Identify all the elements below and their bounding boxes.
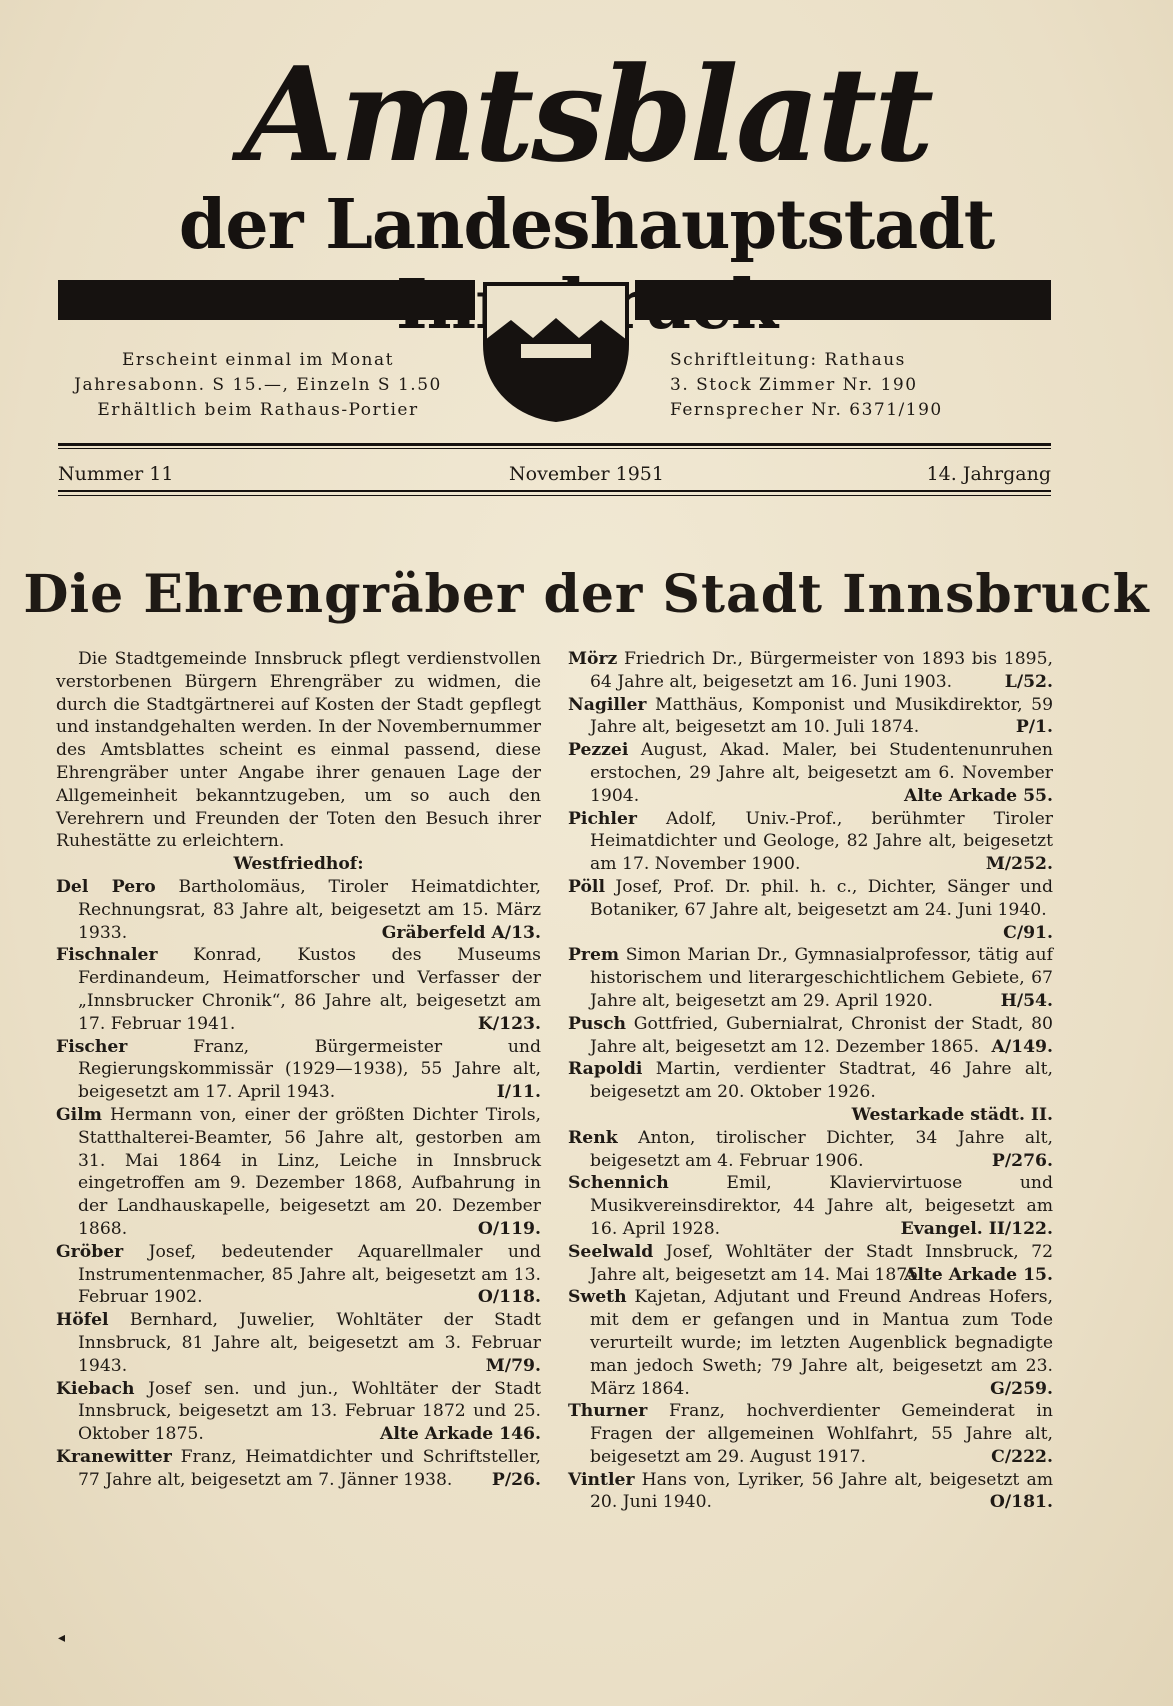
page-mark: ◂: [58, 1630, 66, 1646]
info-price: Jahresabonn. S 15.—, Einzeln S 1.50: [74, 375, 442, 395]
grave-entry: [56, 1036, 541, 1104]
entry-name: Del Pero: [56, 876, 156, 897]
grave-entry: [56, 1104, 541, 1241]
entry-location: P/276.: [991, 1150, 1053, 1171]
entry-name: Fischer: [56, 1036, 128, 1057]
entry-text: Josef, Prof. Dr. phil. h. c., Dichter, Sänger und Botaniker, 67 Jahre alt, beigesetzt am 24. Juni 1940.: [590, 876, 1054, 920]
entry-text: Franz, Bürgermeister und Regierungskommissär (1929—1938), 55 Jahre alt, beigesetzt am 17. April 1943.: [78, 1036, 541, 1103]
entry-name: Sweth: [568, 1287, 627, 1308]
entry-location: G/259.: [990, 1378, 1053, 1399]
grave-entry: [56, 1378, 541, 1446]
entry-text: Gottfried, Gubernialrat, Chronist der Stadt, 80 Jahre alt, beigesetzt am 12. Dezember 1865.: [590, 1013, 1053, 1057]
entry-location: M/252.: [985, 854, 1053, 875]
entry-name: Mörz: [568, 649, 618, 669]
column-right: [568, 648, 1053, 1514]
entry-name: Höfel: [56, 1310, 109, 1331]
grave-entry: [568, 1127, 1053, 1173]
info-editorial: Schriftleitung: Rathaus: [670, 350, 906, 370]
entry-name: Pusch: [568, 1013, 627, 1034]
entry-location: O/119.: [477, 1218, 541, 1239]
entry-location: O/118.: [477, 1287, 541, 1308]
entry-location: H/54.: [1000, 990, 1053, 1011]
entry-text: Anton, tirolischer Dichter, 34 Jahre alt, beigesetzt am 4. Februar 1906.: [590, 1127, 1053, 1171]
grave-entry: [568, 944, 1053, 1012]
issue-date: November 1951: [509, 463, 664, 485]
entry-location: K/123.: [477, 1013, 541, 1034]
entry-text: Matthäus, Komponist und Musikdirektor, 59 Jahre alt, beigesetzt am 10. Juli 1874.: [590, 694, 1053, 738]
grave-entry: [568, 1286, 1053, 1400]
entry-location: C/91.: [1003, 922, 1053, 943]
grave-entry: [568, 1172, 1053, 1240]
issue-volume: 14. Jahrgang: [926, 463, 1051, 485]
innsbruck-coat-of-arms-icon: [481, 282, 631, 422]
grave-entry: [56, 944, 541, 1035]
entry-location: Alte Arkade 15.: [904, 1264, 1053, 1285]
entry-text: Kajetan, Adjutant und Freund Andreas Hofers, mit dem er gefangen und in Mantua zum Tode verurteilt wurde; im letzten Augenblick begnadigte man jedoch Sweth; 79 Jahre alt, beigesetzt am 23. März 1864.: [590, 1287, 1053, 1399]
column-left: [56, 648, 541, 1491]
grave-entry: [56, 1309, 541, 1377]
masthead-bar-left: [58, 280, 475, 320]
grave-list-right: [568, 648, 1053, 1514]
info-frequency: Erscheint einmal im Monat: [122, 350, 394, 370]
divider: [58, 443, 1051, 446]
grave-entry: [56, 876, 541, 944]
entry-name: Kranewitter: [56, 1446, 172, 1467]
entry-text: Bartholomäus, Tiroler Heimatdichter, Rechnungsrat, 83 Jahre alt, beigesetzt am 15. März 1933.: [78, 876, 541, 943]
divider: [58, 495, 1051, 496]
info-availability: Erhältlich beim Rathaus-Portier: [97, 400, 419, 420]
entry-location: I/11.: [496, 1082, 541, 1103]
article-intro: Die Stadtgemeinde Innsbruck pflegt verdienstvollen verstorbenen Bürgern Ehrengräber zu widmen, die durch die Stadtgärtnerei auf Kosten der Stadt gepflegt und instandgehalten werden. In der Novembernummer des Amtsblattes scheint es einmal passend, diese Ehrengräber unter Angabe ihrer genauen Lage der Allgemeinheit bekanntzugeben, um so auch den Verehrern und Freunden der Toten den Besuch ihrer Ruhestätte zu erleichtern.: [56, 649, 541, 852]
grave-entry: [568, 739, 1053, 807]
entry-name: Pöll: [568, 876, 605, 897]
entry-text: Josef, bedeutender Aquarellmaler und Instrumentenmacher, 85 Jahre alt, beigesetzt am 13. Februar 1902.: [78, 1241, 541, 1308]
masthead-title: Amtsblatt: [241, 38, 932, 191]
entry-text: Franz, Heimatdichter und Schriftsteller, 77 Jahre alt, beigesetzt am 7. Jänner 1938.: [78, 1446, 541, 1490]
entry-name: Seelwald: [568, 1241, 654, 1262]
entry-name: Schennich: [568, 1173, 669, 1194]
grave-entry: [568, 694, 1053, 740]
grave-entry: [568, 1241, 1053, 1287]
entry-text: Adolf, Univ.-Prof., berühmter Tiroler Heimatdichter und Geologe, 82 Jahre alt, beigesetzt am 17. November 1900.: [590, 808, 1054, 875]
entry-name: Renk: [568, 1127, 618, 1148]
entry-name: Thurner: [568, 1401, 648, 1422]
entry-text: Konrad, Kustos des Museums Ferdinandeum, Heimatforscher und Verfasser der „Innsbrucker Chronik“, 86 Jahre alt, beigesetzt am 17. Februar 1941.: [78, 945, 541, 1034]
entry-location: P/1.: [1015, 717, 1053, 738]
entry-name: Kiebach: [56, 1378, 135, 1399]
entry-name: Nagiller: [568, 694, 647, 715]
entry-location: M/79.: [485, 1355, 541, 1376]
entry-location: L/52.: [1004, 671, 1053, 692]
entry-name: Gilm: [56, 1104, 102, 1125]
entry-name: Rapoldi: [568, 1059, 643, 1080]
entry-location: Alte Arkade 146.: [380, 1424, 541, 1445]
grave-list-left: [56, 876, 541, 1492]
entry-text: Franz, hochverdienter Gemeinderat in Fragen der allgemeinen Wohlfahrt, 55 Jahre alt, beigesetzt am 29. August 1917.: [590, 1401, 1053, 1467]
grave-entry: [568, 808, 1053, 876]
entry-text: Simon Marian Dr., Gymnasialprofessor, tätig auf historischem und literargeschichtlichem Gebiete, 67 Jahre alt, beigesetzt am 29. April 1920.: [590, 945, 1053, 1011]
entry-location: Alte Arkade 55.: [904, 785, 1053, 806]
entry-name: Prem: [568, 945, 620, 966]
divider: [58, 448, 1051, 449]
entry-text: Hermann von, einer der größten Dichter Tirols, Statthalterei-Beamter, 56 Jahre alt, gestorben am 31. Mai 1864 in Linz, Leiche in Innsbruck eingetroffen am 9. Dezember 1868, Aufbahrung in der Landhauskapelle, beigesetzt am 20. Dezember 1868.: [78, 1104, 542, 1239]
entry-location: A/149.: [991, 1036, 1053, 1057]
grave-entry: [56, 1446, 541, 1492]
grave-entry: [568, 648, 1053, 694]
entry-name: Pezzei: [568, 740, 629, 761]
entry-location: C/222.: [991, 1446, 1053, 1467]
grave-entry: [568, 1013, 1053, 1059]
info-room: 3. Stock Zimmer Nr. 190: [670, 375, 918, 395]
entry-text: August, Akad. Maler, bei Studentenunruhen erstochen, 29 Jahre alt, beigesetzt am 6. November 1904.: [590, 740, 1053, 806]
entry-name: Gröber: [56, 1241, 124, 1262]
entry-name: Vintler: [568, 1469, 635, 1490]
entry-text: Friedrich Dr., Bürgermeister von 1893 bis 1895, 64 Jahre alt, beigesetzt am 16. Juni 1903.: [590, 649, 1053, 692]
entry-location: Westarkade städt. II.: [851, 1104, 1053, 1125]
entry-location: O/181.: [989, 1492, 1053, 1513]
entry-text: Josef, Wohltäter der Stadt Innsbruck, 72 Jahre alt, beigesetzt am 14. Mai 1875.: [590, 1241, 1053, 1285]
issue-number: Nummer 11: [58, 463, 174, 485]
info-phone: Fernsprecher Nr. 6371/190: [670, 400, 943, 420]
entry-location: Evangel. II/122.: [900, 1218, 1053, 1239]
entry-text: Hans von, Lyriker, 56 Jahre alt, beigesetzt am 20. Juni 1940.: [590, 1469, 1054, 1513]
grave-entry: [568, 876, 1053, 944]
grave-entry: [568, 1469, 1053, 1515]
section-heading: Westfriedhof:: [233, 854, 364, 875]
grave-entry: [568, 1400, 1053, 1468]
entry-name: Fischnaler: [56, 945, 158, 966]
entry-name: Pichler: [568, 808, 637, 829]
entry-text: Martin, verdienter Stadtrat, 46 Jahre alt, beigesetzt am 20. Oktober 1926.: [590, 1059, 1053, 1103]
article-headline: Die Ehrengräber der Stadt Innsbruck: [23, 564, 1150, 625]
entry-location: Gräberfeld A/13.: [381, 922, 541, 943]
entry-text: Josef sen. und jun., Wohltäter der Stadt Innsbruck, beigesetzt am 13. Februar 1872 und 25. Oktober 1875.: [78, 1378, 541, 1445]
entry-text: Emil, Klaviervirtuose und Musikvereinsdirektor, 44 Jahre alt, beigesetzt am 16. April 1928.: [590, 1173, 1053, 1239]
grave-entry: [568, 1058, 1053, 1126]
entry-location: P/26.: [491, 1469, 541, 1490]
masthead-info-right: [670, 348, 1050, 423]
grave-entry: [56, 1241, 541, 1309]
masthead-info-left: [58, 348, 458, 423]
divider: [58, 490, 1051, 492]
masthead-subtitle: der Landeshauptstadt: [178, 185, 995, 265]
entry-text: Bernhard, Juwelier, Wohltäter der Stadt Innsbruck, 81 Jahre alt, beigesetzt am 3. Februar 1943.: [78, 1310, 541, 1376]
masthead-bar-right: [635, 280, 1051, 320]
